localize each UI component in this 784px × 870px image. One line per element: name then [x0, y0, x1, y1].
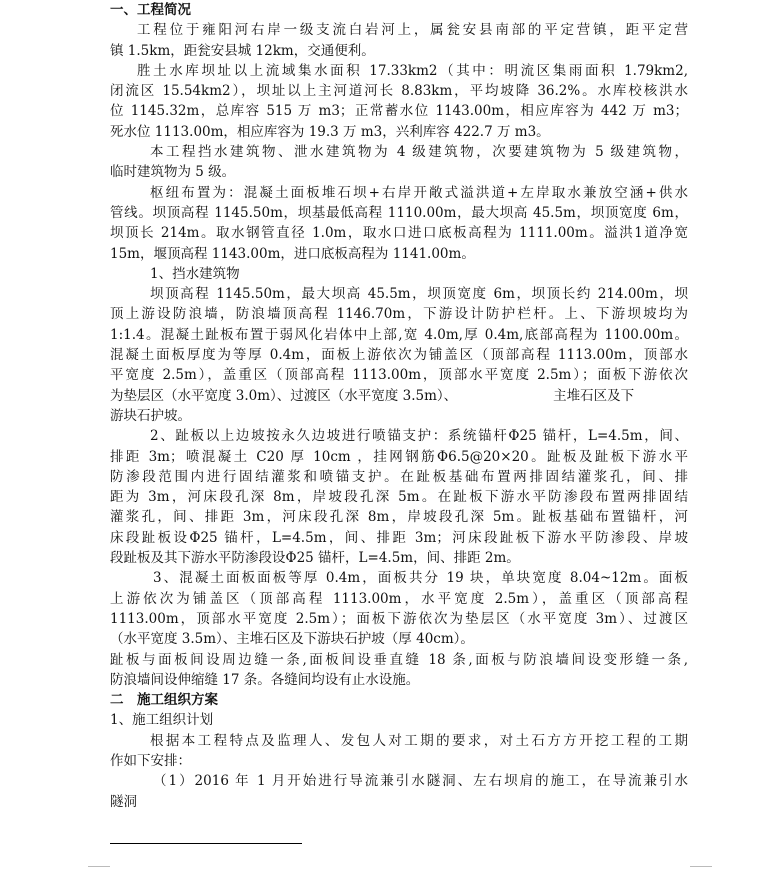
paragraph-location: 工程位于雍阳河右岸一级支流白岩河上，属瓮安县南部的平定营镇，距平定营 镇 1.5km，距瓮安县城 12km，交通便利。: [110, 22, 688, 59]
page-corner-mark-left: [88, 866, 110, 867]
paragraph-joints: 趾板与面板间设周边缝一条,面板间设垂直缝 18 条,面板与防浪墙间设变形缝一条, 防浪墙间设伸缩缝 17 条。各缝间均设有止水设施。: [110, 651, 688, 688]
section-heading-2: 二 施工组织方案: [110, 692, 218, 709]
paragraph-face-slab: 3、混凝土面板面板等厚 0.4m，面板共分 19 块，单块宽度 8.04~12m。面板 上游依次为铺盖区（顶部高程 1113.00m，水平宽度 2.5m），盖重区（顶部高程 1113.00m，顶部水平宽度 2.5m）；面板下游依次为垫层区（水平宽度 3m）、过渡区 （水平宽度 3.5m）、主堆石区及下游块石护坡（厚 40cm）。: [110, 570, 688, 648]
paragraph-schedule-intro: 根据本工程特点及监理人、发包人对工期的要求，对土石方方开挖工程的工期 作如下安排：: [110, 732, 688, 769]
paragraph-schedule-item-1: （1）2016 年 1 月开始进行导流兼引水隧洞、左右坝肩的施工，在导流兼引水 隧洞: [110, 773, 688, 810]
page-corner-mark-right: [690, 866, 712, 867]
footnote-separator: [110, 843, 302, 844]
paragraph-anchor-support: 2、趾板以上边坡按永久边坡进行喷锚支护：系统锚杆Φ25 锚杆，L=4.5m，间、 排距 3m；喷混凝土 C20 厚 10cm ，挂网钢筋Φ6.5@20×20。趾板及趾板下游水平 防渗段范围内进行固结灌浆和喷锚支护。在趾板基础布置两排固结灌浆孔，间、排 距为 3m，河床段孔深 8m，岸坡段孔深 5m。在趾板下游水平防渗段布置两排固结 灌浆孔，间、排距 3m，河床段孔深 8m，岸坡段孔深 5m。趾板基础布置锚杆，河 床段趾板设Φ25 锚杆，L=4.5m，间、排距 3m；河床段趾板下游水平防渗段、岸坡 段趾板及其下游水平防渗段设Φ25 锚杆，L=4.5m，间、排距 2m。: [110, 428, 688, 567]
subheading-construction-plan: 1、施工组织计划: [110, 712, 214, 729]
paragraph-layout: 枢纽布置为：混凝土面板堆石坝+右岸开敞式溢洪道+左岸取水兼放空涵+供水 管线。坝顶高程 1145.50m，坝基最低高程 1110.00m，最大坝高 45.5m，坝顶宽度 6m， 坝顶长 214m。取水钢管直径 1.0m，取水口进口底板高程为 1111.00m。溢洪1道净宽 15m，堰顶高程 1143.00m，进口底板高程为 1141.00m。: [110, 184, 688, 262]
document-body: [110, 0, 688, 812]
paragraph-dam-crest: 坝顶高程 1145.50m，最大坝高 45.5m，坝顶宽度 6m，坝顶长约 214.00m，坝 顶上游设防浪墙，防浪墙顶高程 1146.70m，下游设计防护栏杆。上、下游坝坡均为 1:1.4。混凝土趾板布置于弱风化岩体中上部,宽 4.0m,厚 0.4m,底部高程为 1100.00m。 混凝土面板厚度为等厚 0.4m，面板上游依次为铺盖区（顶部高程 1113.00m，顶部水 平宽度 2.5m），盖重区（顶部高程 1113.00m，顶部水平宽度 2.5m）；面板下游依次 为垫层区（水平宽度 3.0m）、过渡区（水平宽度 3.5m）、 主堆石区及下 游块石护坡。: [110, 286, 688, 424]
subheading-retaining-structure: 1、挡水建筑物: [150, 265, 240, 282]
paragraph-building-grade: 本工程挡水建筑物、泄水建筑物为 4 级建筑物，次要建筑物为 5 级建筑物， 临时建筑物为 5 级。: [110, 144, 688, 181]
paragraph-hydrology: 胜土水库坝址以上流域集水面积 17.33km2（其中：明流区集雨面积 1.79km2, 闭流区 15.54km2），坝址以上主河道河长 8.83km，平均坡降 36.2%。水库校核洪水 位 1145.32m，总库容 515 万 m3；正常蓄水位 1143.00m，相应库容为 442 万 m3； 死水位 1113.00m，相应库容为 19.3 万 m3，兴利库容 422.7 万 m3。: [110, 62, 688, 140]
section-heading-1: 一、工程简况: [110, 2, 191, 18]
